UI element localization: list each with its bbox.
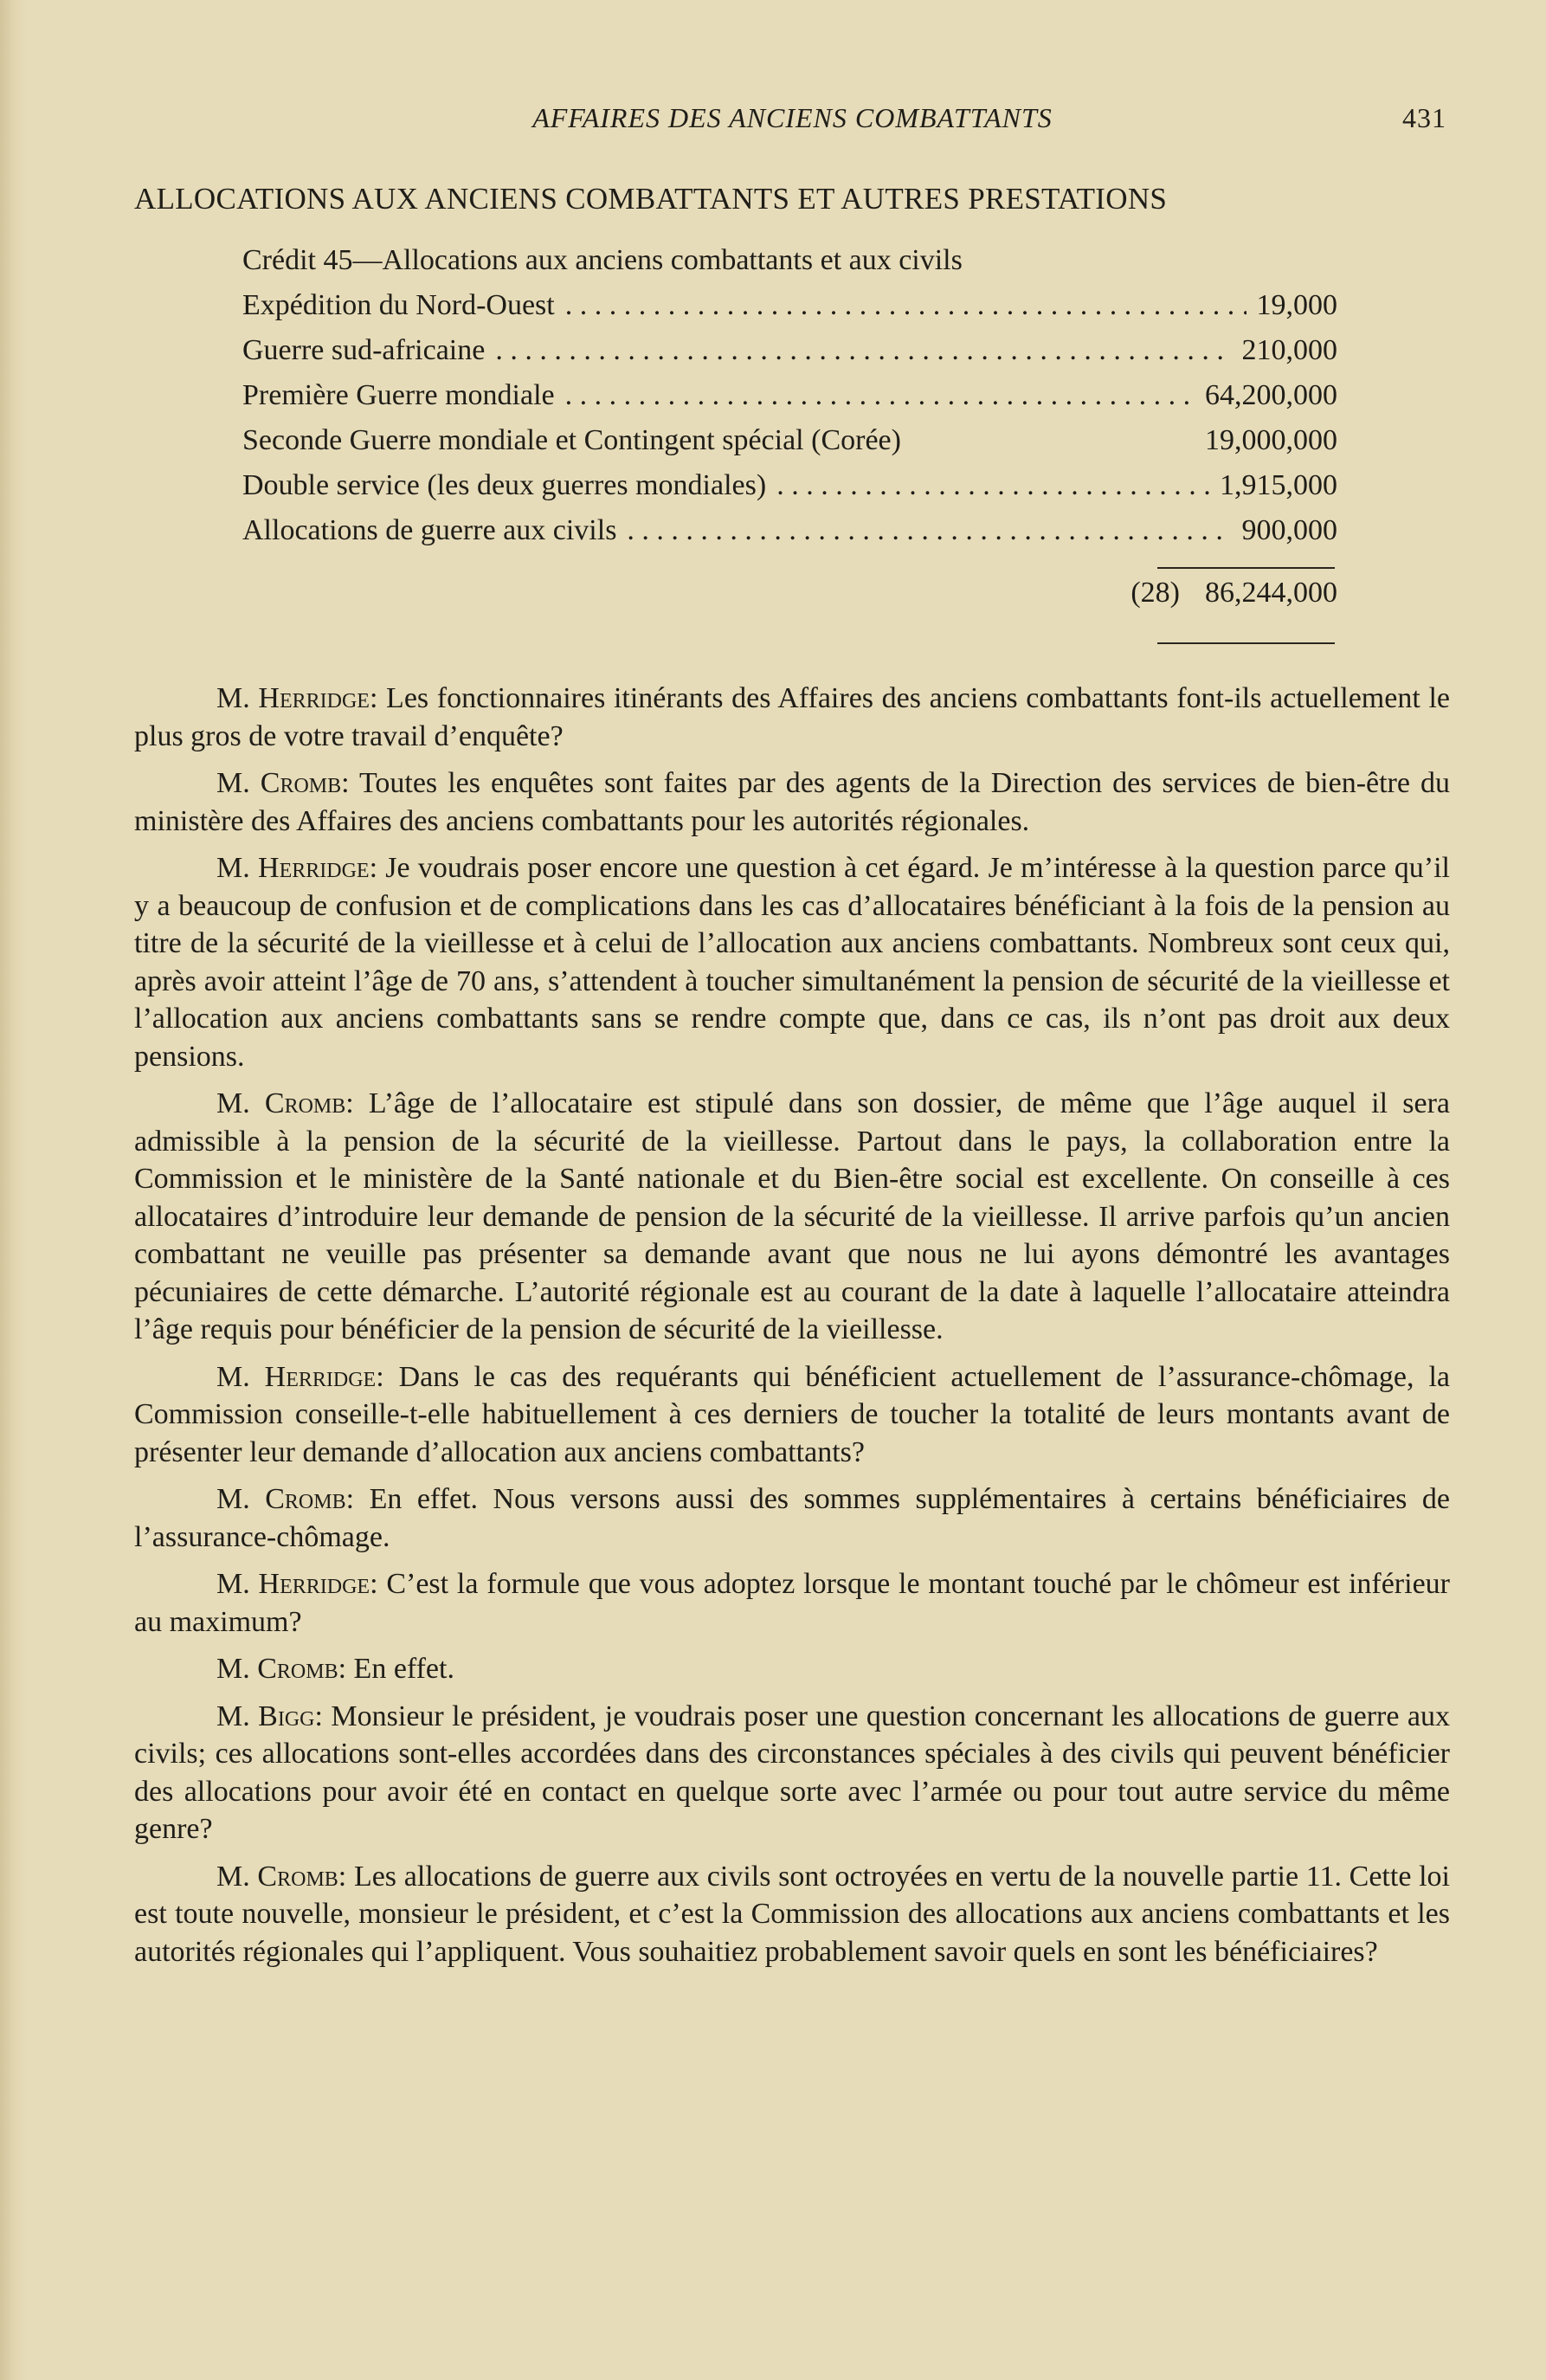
row-label: Allocations de guerre aux civils bbox=[242, 514, 617, 546]
total-row bbox=[242, 577, 1337, 610]
transcript-paragraph bbox=[134, 764, 1450, 840]
table-row bbox=[242, 508, 1337, 553]
transcript-paragraph bbox=[134, 680, 1450, 755]
speech-text: C’est la formule que vous adoptez lorsque le montant touché par le chômeur est inférieur au maximum? bbox=[134, 1568, 1450, 1638]
row-label: Seconde Guerre mondiale et Contingent spécial (Corée) bbox=[242, 424, 901, 456]
total-reference: (28) bbox=[1131, 577, 1180, 609]
dot-leader bbox=[495, 328, 1231, 373]
speech-text: Les allocations de guerre aux civils sont octroyées en vertu de la nouvelle partie 11. Cette loi est toute nouvelle, monsieur le président, et c’est la Commission des allocations aux anciens combattants et les autorités régionales qui l’appliquent. Vous souhaitiez probablement savoir quels en sont les bénéficiaires? bbox=[134, 1860, 1451, 1968]
speech-text: Toutes les enquêtes sont faites par des agents de la Direction des services de bien-être du ministère des Affaires des anciens combattants pour les autorités régionales. bbox=[134, 767, 1450, 837]
transcript-paragraph bbox=[134, 1650, 1450, 1688]
page-number: 431 bbox=[1402, 102, 1446, 133]
row-amount: 64,200,000 bbox=[1205, 379, 1337, 411]
dot-leader bbox=[565, 373, 1195, 418]
row-label: Première Guerre mondiale bbox=[242, 379, 555, 411]
speaker-name: M. Cromb: bbox=[216, 1087, 354, 1119]
row-label: Expédition du Nord-Ouest bbox=[242, 289, 555, 321]
running-title: AFFAIRES DES ANCIENS COMBATTANTS bbox=[532, 102, 1053, 133]
speech-text: Dans le cas des requérants qui bénéficient actuellement de l’assurance-chômage, la Commission conseille-t-elle habituellement à ces derniers de toucher la totalité de leurs montants avant de présenter leur demande d’allocation aux anciens combattants? bbox=[134, 1360, 1450, 1468]
table-row bbox=[242, 328, 1337, 373]
row-label: Guerre sud-africaine bbox=[242, 334, 486, 366]
dot-leader bbox=[776, 463, 1209, 508]
table-row bbox=[242, 283, 1337, 328]
section-heading: ALLOCATIONS AUX ANCIENS COMBATTANTS ET AUTRES PRESTATIONS bbox=[134, 182, 1168, 216]
speaker-name: M. Cromb: bbox=[216, 1653, 347, 1685]
speaker-name: M. Cromb: bbox=[216, 1860, 347, 1893]
row-amount: 1,915,000 bbox=[1220, 469, 1337, 501]
budget-table bbox=[242, 238, 1337, 553]
transcript-paragraph bbox=[134, 1358, 1450, 1472]
speech-text: Monsieur le président, je voudrais poser une question concernant les allocations de guerre aux civils; ces allocations sont-elles accordées dans des circonstances spéciales à des civils qui peuvent bénéficier des allocations pour avoir été en contact en quelque sorte avec l’armée ou pour tout autre service du même genre? bbox=[134, 1700, 1451, 1845]
table-row bbox=[242, 373, 1337, 418]
row-label: Double service (les deux guerres mondiales) bbox=[242, 469, 767, 501]
row-amount: 19,000,000 bbox=[1205, 424, 1337, 456]
total-rule bbox=[1157, 642, 1335, 644]
page-binding-edge bbox=[0, 0, 26, 2380]
speech-text: Je voudrais poser encore une question à cet égard. Je m’intéresse à la question parce qu’il y a beaucoup de confusion et de complications dans les cas d’allocataires bénéficiant à la fois de la pension au titre de la sécurité de la vieillesse et à celui de l’allocation aux anciens combattants. Nombreux sont ceux qui, après avoir atteint l’âge de 70 ans, s’attendent à toucher simultanément la pension de sécurité de la vieillesse et l’allocation aux anciens combattants sans se rendre compte que, dans ce cas, ils n’ont pas droit aux deux pensions. bbox=[134, 852, 1450, 1073]
speaker-name: M. Herridge: bbox=[216, 1360, 384, 1393]
speaker-name: M. Cromb: bbox=[216, 767, 350, 799]
speaker-name: M. Herridge: bbox=[216, 682, 378, 714]
dot-leader bbox=[627, 508, 1231, 553]
table-row bbox=[242, 418, 1337, 463]
credit-title: Crédit 45—Allocations aux anciens combattants et aux civils bbox=[242, 244, 963, 276]
speaker-name: M. Herridge: bbox=[216, 852, 378, 884]
transcript-paragraph bbox=[134, 1480, 1450, 1556]
speech-text: En effet. Nous versons aussi des sommes supplémentaires à certains bénéficiaires de l’assurance-chômage. bbox=[134, 1483, 1451, 1553]
speech-text: En effet. bbox=[346, 1653, 454, 1685]
table-row bbox=[242, 463, 1337, 508]
row-amount: 900,000 bbox=[1241, 514, 1337, 546]
transcript-paragraph bbox=[134, 1565, 1450, 1641]
speaker-name: M. Bigg: bbox=[216, 1700, 323, 1732]
running-head bbox=[138, 102, 1446, 145]
transcript-paragraph bbox=[134, 1698, 1450, 1848]
transcript-body bbox=[134, 680, 1450, 1980]
subtotal-rule bbox=[1157, 567, 1335, 569]
speaker-name: M. Cromb: bbox=[216, 1483, 355, 1515]
transcript-paragraph bbox=[134, 849, 1450, 1075]
transcript-paragraph bbox=[134, 1858, 1450, 1971]
total-amount: 86,244,000 bbox=[1205, 577, 1337, 609]
row-amount: 210,000 bbox=[1241, 334, 1337, 366]
row-amount: 19,000 bbox=[1256, 289, 1337, 321]
speech-text: L’âge de l’allocataire est stipulé dans son dossier, de même que l’âge auquel il sera admissible à la pension de la sécurité de la vieillesse. Partout dans le pays, la collaboration entre la Commission et le ministère de la Santé nationale et du Bien-être social est excellente. On conseille à ces allocataires d’introduire leur demande de pension de la sécurité de la vieillesse. Il arrive parfois qu’un ancien combattant ne veuille pas présenter sa demande avant que nous ne lui ayons démontré les avantages pécuniaires de cette démarche. L’autorité régionale est au courant de la date à laquelle l’allocataire atteindra l’âge requis pour bénéficier de la pension de sécurité de la vieillesse. bbox=[134, 1087, 1450, 1345]
dot-leader bbox=[565, 283, 1246, 328]
transcript-paragraph bbox=[134, 1085, 1450, 1349]
speaker-name: M. Herridge: bbox=[216, 1568, 378, 1600]
speech-text: Les fonctionnaires itinérants des Affaires des anciens combattants font-ils actuellement le plus gros de votre travail d’enquête? bbox=[134, 682, 1450, 752]
